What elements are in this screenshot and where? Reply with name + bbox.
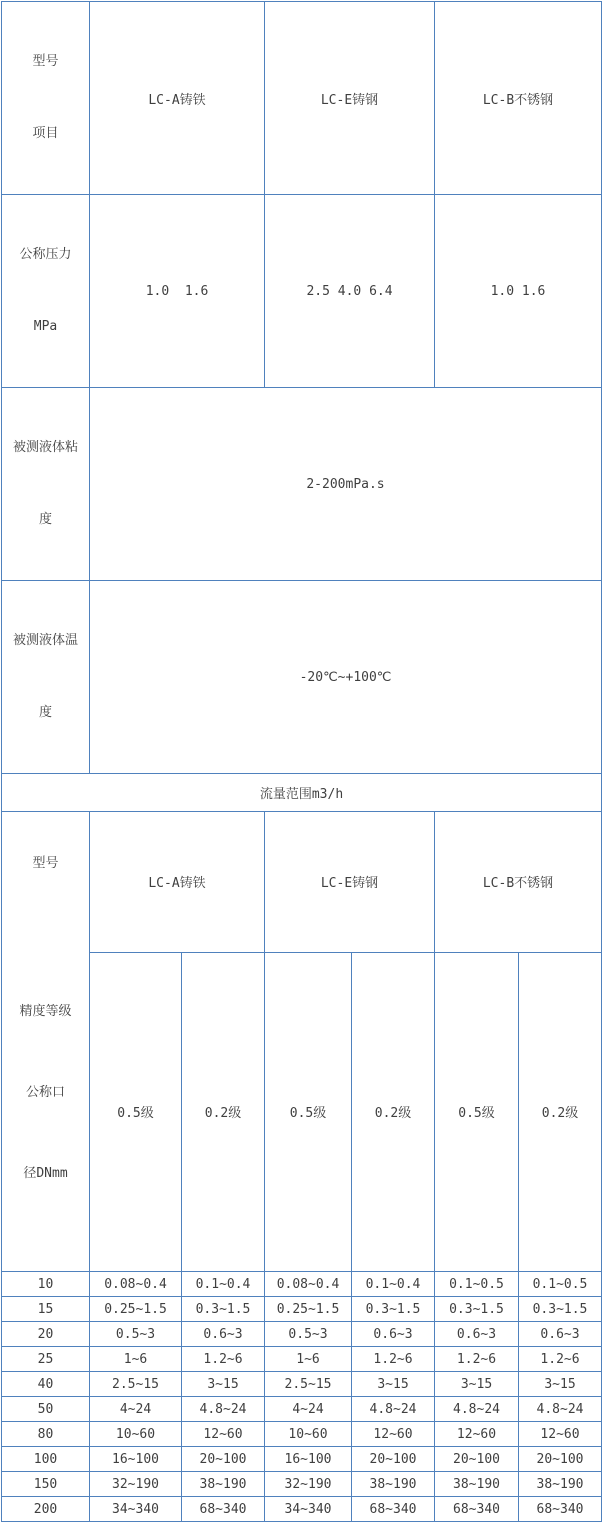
flow-range-cell: 34~340 xyxy=(90,1497,182,1522)
flow-data-row-dn25 xyxy=(2,1347,602,1372)
material-header-lce: LC-E铸钢 xyxy=(265,2,435,195)
flow-range-cell: 1~6 xyxy=(90,1347,182,1372)
flow-range-cell: 68~340 xyxy=(352,1497,435,1522)
flow-range-cell: 0.1~0.5 xyxy=(435,1272,519,1297)
grade-header-lca-05: 0.5级 xyxy=(90,952,182,1271)
pressure-unit: MPa xyxy=(33,319,58,334)
grade-header-lce-02: 0.2级 xyxy=(352,952,435,1271)
flow-range-cell: 3~15 xyxy=(182,1372,265,1397)
flow-data-row-dn200 xyxy=(2,1497,602,1522)
flow-material-header-lce: LC-E铸钢 xyxy=(265,812,435,953)
flow-range-cell: 0.6~3 xyxy=(182,1322,265,1347)
dn-cell: 15 xyxy=(2,1297,90,1322)
dn-cell: 10 xyxy=(2,1272,90,1297)
corner-label-model: 型号 xyxy=(32,54,59,69)
flow-range-cell: 0.25~1.5 xyxy=(265,1297,352,1322)
temperature-label-cell xyxy=(2,581,90,774)
flow-range-cell: 20~100 xyxy=(519,1447,602,1472)
flow-range-cell: 0.08~0.4 xyxy=(90,1272,182,1297)
viscosity-row xyxy=(2,388,602,581)
viscosity-label-cell xyxy=(2,388,90,581)
flow-range-cell: 38~190 xyxy=(182,1472,265,1497)
flow-range-cell: 0.25~1.5 xyxy=(90,1297,182,1322)
flow-data-row-dn20 xyxy=(2,1322,602,1347)
flow-range-cell: 1.2~6 xyxy=(182,1347,265,1372)
flow-data-row-dn10 xyxy=(2,1272,602,1297)
flow-range-cell: 34~340 xyxy=(265,1497,352,1522)
flow-range-cell: 4~24 xyxy=(265,1397,352,1422)
flow-range-cell: 0.5~3 xyxy=(265,1322,352,1347)
material-header-lcb: LC-B不锈钢 xyxy=(435,2,602,195)
flow-range-cell: 3~15 xyxy=(519,1372,602,1397)
flow-range-cell: 1~6 xyxy=(265,1347,352,1372)
flow-range-cell: 4.8~24 xyxy=(435,1397,519,1422)
flow-range-cell: 12~60 xyxy=(519,1422,602,1447)
dn-cell: 50 xyxy=(2,1397,90,1422)
flow-range-cell: 2.5~15 xyxy=(265,1372,352,1397)
flow-data-row-dn50 xyxy=(2,1397,602,1422)
flow-data-row-dn15 xyxy=(2,1297,602,1322)
flow-range-cell: 38~190 xyxy=(352,1472,435,1497)
grade-header-row xyxy=(2,952,602,1271)
flow-corner-model-label: 型号 xyxy=(32,856,59,871)
flow-range-cell: 20~100 xyxy=(435,1447,519,1472)
flow-range-cell: 0.3~1.5 xyxy=(352,1297,435,1322)
dn-cell: 25 xyxy=(2,1347,90,1372)
flow-data-row-dn100 xyxy=(2,1447,602,1472)
flow-range-cell: 0.3~1.5 xyxy=(519,1297,602,1322)
flow-title-row xyxy=(2,774,602,812)
flow-material-header-lca: LC-A铸铁 xyxy=(90,812,265,953)
grade-header-lce-05: 0.5级 xyxy=(265,952,352,1271)
flow-range-cell: 68~340 xyxy=(182,1497,265,1522)
pressure-row xyxy=(2,195,602,388)
grade-header-lca-02: 0.2级 xyxy=(182,952,265,1271)
flow-range-cell: 0.6~3 xyxy=(352,1322,435,1347)
flow-range-cell: 0.5~3 xyxy=(90,1322,182,1347)
diameter-label-line2: 径DNmm xyxy=(23,1166,68,1181)
flow-range-cell: 4.8~24 xyxy=(519,1397,602,1422)
flow-range-cell: 32~190 xyxy=(90,1472,182,1497)
pressure-value-lcb: 1.0 1.6 xyxy=(435,195,602,388)
flow-range-cell: 16~100 xyxy=(90,1447,182,1472)
flow-range-cell: 0.6~3 xyxy=(519,1322,602,1347)
dn-cell: 20 xyxy=(2,1322,90,1347)
viscosity-value: 2-200mPa.s xyxy=(90,388,602,581)
pressure-value-lca: 1.0 1.6 xyxy=(90,195,265,388)
dn-cell: 150 xyxy=(2,1472,90,1497)
flow-header-row xyxy=(2,812,602,953)
flow-range-cell: 10~60 xyxy=(265,1422,352,1447)
grade-header-lcb-05: 0.5级 xyxy=(435,952,519,1271)
flow-range-cell: 0.1~0.5 xyxy=(519,1272,602,1297)
dn-cell: 200 xyxy=(2,1497,90,1522)
flow-range-cell: 16~100 xyxy=(265,1447,352,1472)
flow-range-cell: 0.1~0.4 xyxy=(182,1272,265,1297)
flow-range-cell: 32~190 xyxy=(265,1472,352,1497)
grade-header-lcb-02: 0.2级 xyxy=(519,952,602,1271)
dn-cell: 40 xyxy=(2,1372,90,1397)
flow-range-cell: 68~340 xyxy=(519,1497,602,1522)
flow-data-row-dn80 xyxy=(2,1422,602,1447)
pressure-value-lce: 2.5 4.0 6.4 xyxy=(265,195,435,388)
flow-range-cell: 0.6~3 xyxy=(435,1322,519,1347)
flow-range-cell: 0.3~1.5 xyxy=(182,1297,265,1322)
temperature-value: -20℃~+100℃ xyxy=(90,581,602,774)
viscosity-label-line2: 度 xyxy=(38,512,52,527)
flow-range-cell: 12~60 xyxy=(352,1422,435,1447)
flowmeter-spec-table xyxy=(1,1,602,1522)
flow-range-cell: 4.8~24 xyxy=(352,1397,435,1422)
flow-range-cell: 68~340 xyxy=(435,1497,519,1522)
flow-data-row-dn40 xyxy=(2,1372,602,1397)
flow-range-cell: 3~15 xyxy=(435,1372,519,1397)
flow-range-title: 流量范围m3/h xyxy=(2,774,602,812)
flow-range-cell: 3~15 xyxy=(352,1372,435,1397)
flow-range-cell: 0.08~0.4 xyxy=(265,1272,352,1297)
flow-range-cell: 12~60 xyxy=(435,1422,519,1447)
header-row xyxy=(2,2,602,195)
material-header-lca: LC-A铸铁 xyxy=(90,2,265,195)
flow-range-cell: 1.2~6 xyxy=(352,1347,435,1372)
dn-cell: 80 xyxy=(2,1422,90,1447)
flow-range-cell: 0.3~1.5 xyxy=(435,1297,519,1322)
corner-header-cell xyxy=(2,2,90,195)
dn-cell: 100 xyxy=(2,1447,90,1472)
flow-corner-cell xyxy=(2,812,90,1272)
flow-range-cell: 20~100 xyxy=(182,1447,265,1472)
flow-range-cell: 38~190 xyxy=(519,1472,602,1497)
temperature-row xyxy=(2,581,602,774)
flow-range-cell: 10~60 xyxy=(90,1422,182,1447)
flow-range-cell: 12~60 xyxy=(182,1422,265,1447)
flow-range-cell: 2.5~15 xyxy=(90,1372,182,1397)
flow-range-cell: 4~24 xyxy=(90,1397,182,1422)
temperature-label-line1: 被测液体温 xyxy=(12,633,78,648)
pressure-label-cell xyxy=(2,195,90,388)
viscosity-label-line1: 被测液体粘 xyxy=(12,440,78,455)
flow-range-cell: 38~190 xyxy=(435,1472,519,1497)
flow-corner-accuracy-label xyxy=(2,944,89,1241)
flow-range-cell: 0.1~0.4 xyxy=(352,1272,435,1297)
flow-range-cell: 1.2~6 xyxy=(519,1347,602,1372)
flow-range-cell: 1.2~6 xyxy=(435,1347,519,1372)
diameter-label-line1: 公称口 xyxy=(25,1085,65,1100)
corner-label-item: 项目 xyxy=(32,126,59,141)
flow-range-cell: 20~100 xyxy=(352,1447,435,1472)
accuracy-label-line1: 精度等级 xyxy=(19,1004,72,1019)
pressure-label: 公称压力 xyxy=(19,247,72,262)
flow-range-cell: 4.8~24 xyxy=(182,1397,265,1422)
temperature-label-line2: 度 xyxy=(38,705,52,720)
flow-data-row-dn150 xyxy=(2,1472,602,1497)
flow-material-header-lcb: LC-B不锈钢 xyxy=(435,812,602,953)
